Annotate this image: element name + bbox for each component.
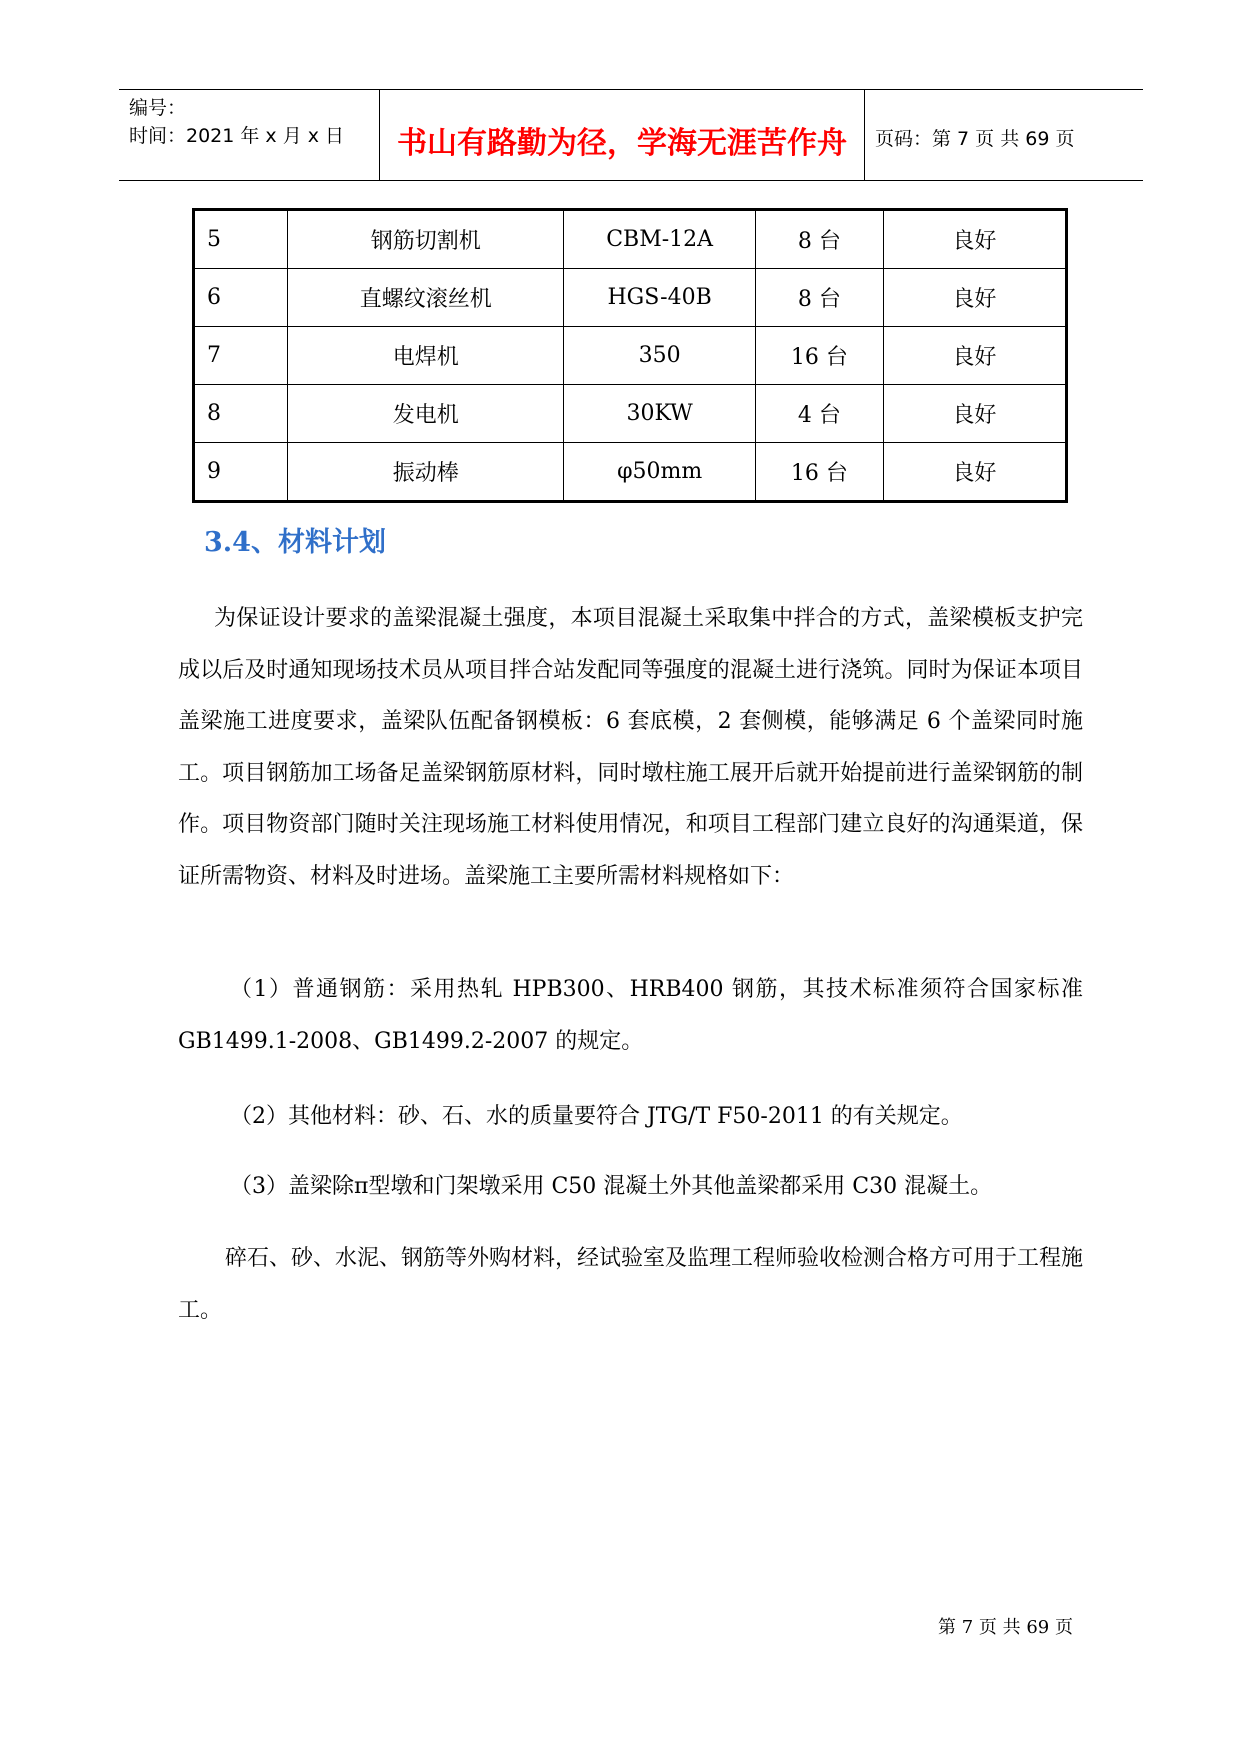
equipment-model: 350 <box>564 327 756 385</box>
equipment-condition: 良好 <box>883 269 1066 327</box>
page-footer-number: 第 7 页 共 69 页 <box>938 1617 1073 1638</box>
equipment-condition: 良好 <box>883 210 1066 269</box>
equipment-name: 发电机 <box>288 385 564 443</box>
material-item-other: （2）其他材料：砂、石、水的质量要符合 JTG/T F50-2011 的有关规定。 <box>230 1104 963 1129</box>
row-number: 9 <box>194 443 288 502</box>
equipment-condition: 良好 <box>883 327 1066 385</box>
equipment-model: 30KW <box>564 385 756 443</box>
equipment-model: CBM-12A <box>564 210 756 269</box>
equipment-quantity: 8 台 <box>756 269 884 327</box>
equipment-name: 电焊机 <box>288 327 564 385</box>
document-number-label: 编号： <box>129 97 187 119</box>
equipment-quantity: 16 台 <box>756 443 884 502</box>
header-motto: 书山有路勤为径，学海无涯苦作舟 <box>397 126 847 161</box>
row-number: 7 <box>194 327 288 385</box>
table-row <box>194 269 1067 327</box>
equipment-table <box>192 208 1068 503</box>
equipment-name: 振动棒 <box>288 443 564 502</box>
equipment-quantity: 8 台 <box>756 210 884 269</box>
row-number: 6 <box>194 269 288 327</box>
equipment-model: HGS-40B <box>564 269 756 327</box>
page-header <box>119 89 1143 181</box>
equipment-quantity: 16 台 <box>756 327 884 385</box>
equipment-model: φ50mm <box>564 443 756 502</box>
material-item-rebar: （1）普通钢筋：采用热轧 HPB300、HRB400 钢筋，其技术标准须符合国家标准 GB1499.1-2008、GB1499.2-2007 的规定。 <box>178 977 1083 1054</box>
row-number: 5 <box>194 210 288 269</box>
header-left-cell <box>119 90 379 180</box>
row-number: 8 <box>194 385 288 443</box>
intro-paragraph: 为保证设计要求的盖梁混凝土强度，本项目混凝土采取集中拌合的方式，盖梁模板支护完成以后及时通知现场技术员从项目拌合站发配同等强度的混凝土进行浇筑。同时为保证本项目盖梁施工进度要求，盖梁队伍配备钢模板：6 套底模，2 套侧模，能够满足 6 个盖梁同时施工。项目钢筋加工场备足盖梁钢筋原材料，同时墩柱施工展开后就开始提前进行盖梁钢筋的制作。项目物资部门随时关注现场施工材料使用情况，和项目工程部门建立良好的沟通渠道，保证所需物资、材料及时进场。盖梁施工主要所需材料规格如下： <box>178 606 1083 889</box>
header-center-cell <box>379 90 865 180</box>
document-date-label: 时间：2021 年 x 月 x 日 <box>129 125 345 147</box>
closing-paragraph: 碎石、砂、水泥、钢筋等外购材料，经试验室及监理工程师验收检测合格方可用于工程施工。 <box>178 1246 1084 1323</box>
equipment-condition: 良好 <box>883 385 1066 443</box>
table-row <box>194 327 1067 385</box>
table-row <box>194 210 1067 269</box>
equipment-quantity: 4 台 <box>756 385 884 443</box>
header-right-cell <box>865 90 1143 180</box>
header-page-number: 页码：第 7 页 共 69 页 <box>875 128 1075 150</box>
table-row <box>194 443 1067 502</box>
section-heading: 3.4、材料计划 <box>204 527 386 558</box>
equipment-name: 直螺纹滚丝机 <box>288 269 564 327</box>
material-item-concrete: （3）盖梁除π型墩和门架墩采用 C50 混凝土外其他盖梁都采用 C30 混凝土。 <box>230 1174 993 1199</box>
equipment-condition: 良好 <box>883 443 1066 502</box>
equipment-name: 钢筋切割机 <box>288 210 564 269</box>
table-row <box>194 385 1067 443</box>
